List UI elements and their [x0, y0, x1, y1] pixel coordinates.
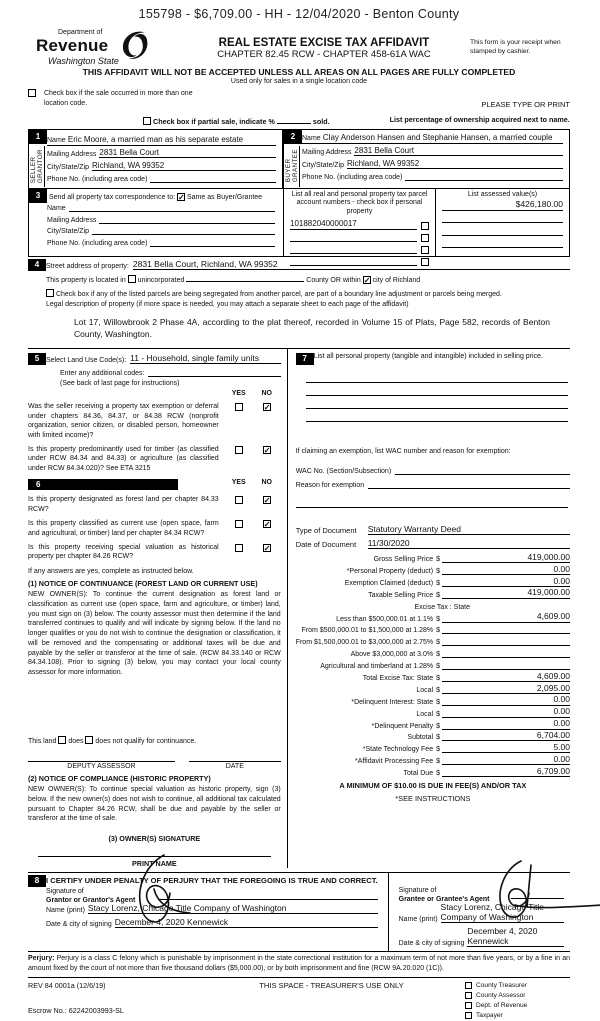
grantor-date-row: Date & city of signing December 4, 2020 Kennewick [46, 917, 378, 928]
seller-city-value: Richland, WA 99352 [92, 161, 276, 171]
escrow-row: Escrow No.: 62242003993-SL [28, 1006, 124, 1016]
buyer-phone-row: Phone No. (including area code) [302, 172, 563, 181]
section-3 [28, 189, 570, 257]
questions-and-tax-area [28, 348, 570, 868]
distribution-item: Taxpayer [465, 1011, 570, 1021]
distribution-list [465, 981, 570, 1021]
document-date-row: Date of Document 11/30/2020 [296, 538, 570, 549]
perjury-text: Perjury is a class C felony which is punishable by imprisonment in the state correctional institution for a maximum term of not more than five years, or by a fine in an amount fixed by the court of not more than five thousand dollars ($5,000.00), or by both imprisonment and fine (RCW 9A.20.020 (1C)). [28, 955, 570, 973]
same-as-buyer-label: Same as Buyer/Grantee [186, 193, 263, 201]
dor-logo-revenue: Revenue [36, 36, 109, 55]
grantee-signature-block [389, 873, 570, 951]
section-2-badge: 2 [284, 130, 302, 144]
right-column [287, 349, 570, 868]
parcel-header: List all real and personal property tax parcel account numbers - check box if personal property [291, 190, 428, 216]
money-row-exemption: Exemption Claimed (deduct) $ 0.00 [344, 575, 570, 587]
buyer-box [283, 129, 570, 189]
money-row-tier1: Less than $500,000.01 at 1.1% $ 4,609.00 [336, 611, 570, 623]
no-checkbox[interactable]: ✓ [263, 403, 271, 413]
treasurer-space-label: THIS SPACE - TREASURER'S USE ONLY [259, 981, 404, 991]
question-historical: Is this property receiving special valuation as historical property per chapter 84.26 RCW? ✓ [28, 544, 271, 561]
notice-continuance-title: (1) NOTICE OF CONTINUANCE (FOREST LAND OR CURRENT USE) [28, 578, 258, 588]
seller-name-label: Name [47, 136, 66, 144]
minimum-fee-note: A MINIMUM OF $10.00 IS DUE IN FEE(S) AND/OR TAX [339, 781, 527, 791]
personal-property-checkbox[interactable] [421, 246, 429, 254]
county-blank [186, 273, 304, 282]
distribution-item: Dept. of Revenue [465, 1001, 570, 1011]
perjury-notice [28, 951, 570, 978]
usage-note: Used only for sales in a single location code [230, 78, 368, 85]
yes-checkbox[interactable] [235, 403, 243, 411]
question-timber-agriculture: Is this property predominantly used for timber (as classified under RCW 84.34 and 84.33) or agriculture (as classified under RCW 84.34.020)? See ETA 3215 ✓ [28, 445, 271, 472]
segregated-checkbox[interactable] [46, 289, 54, 297]
exemption-reason-row: Reason for exemption [296, 479, 570, 489]
document-type-value: Statutory Warranty Deed [368, 524, 570, 535]
buyer-name-label: Name [302, 134, 321, 142]
money-row-delinq-interest-state: *Delinquent Interest: State $ 0.00 [351, 694, 570, 706]
money-row-processing-fee: *Affidavit Processing Fee $ 0.00 [355, 753, 570, 766]
seller-mailing-value: 2831 Bella Court [99, 148, 276, 158]
certify-statement: I CERTIFY UNDER PENALTY OF PERJURY THAT THE FOREGOING IS TRUE AND CORRECT. [46, 876, 378, 886]
owners-signature-label: (3) OWNER(S) SIGNATURE [108, 834, 201, 844]
multi-location-label: Check box if the sale occurred in more than one location code. [43, 90, 193, 107]
partial-sale-label: Check box if partial sale, indicate % [153, 116, 275, 126]
parcel-row [290, 233, 429, 242]
corr-mailing-value [99, 215, 275, 224]
money-row-tier4: Above $3,000,000 at 3.0% $ [296, 646, 570, 658]
county-treasurer-checkbox[interactable] [465, 982, 472, 989]
section-4 [28, 259, 570, 341]
legal-description-text: Lot 17, Willowbrook 2 Phase 4A, according to the plat thereof, recorded in Volume 15 of Plats, Page 582, records of Benton County, Washington. [74, 316, 550, 339]
yes-checkbox[interactable] [235, 520, 243, 528]
partial-sale-blank [277, 115, 311, 124]
send-correspondence-row: Send all property tax correspondence to: ✓ Same as Buyer/Grantee [49, 192, 263, 202]
wac-number-value [395, 465, 570, 475]
money-row-tech-fee: *State Technology Fee $ 5.00 [362, 742, 570, 754]
distribution-item: County Treasurer [465, 981, 570, 991]
personal-property-line [306, 396, 568, 409]
seller-name-value: Eric Moore, a married man as his separate estate [67, 134, 244, 144]
location-code-row [28, 89, 570, 109]
buyer-city-value: Richland, WA 99352 [347, 159, 563, 169]
grantor-name-row: Name (print) Stacy Lorenz, Chicago Title Company of Washington [46, 903, 378, 914]
exemption-label: If claiming an exemption, list WAC number and reason for exemption: [295, 448, 511, 456]
question-current-use: Is this property classified as current use (open space, farm and agricultural, or timber) land per chapter 84.34 RCW? ✓ [28, 520, 271, 537]
multi-location-group [28, 89, 214, 109]
seller-box [28, 129, 283, 189]
assessed-value [442, 226, 563, 236]
same-as-buyer-checkbox[interactable]: ✓ [178, 192, 185, 202]
grantor-sig-label: Signature of Grantor or Grantor's Agent [46, 888, 136, 905]
assessor-signature-row [28, 761, 281, 770]
grantee-name-value: Stacy Lorenz, Chicago Title Company of Washington [441, 902, 564, 923]
money-row-subtotal: Subtotal $ 6,704.00 [407, 730, 570, 742]
section-5-header: 5 Select Land Use Code(s): 11 - Household, single family units [28, 353, 281, 364]
partial-sale-group [143, 115, 330, 126]
form-title-block [178, 29, 470, 66]
assessed-value [442, 213, 563, 223]
notice-continuance-body: NEW OWNER(S): To continue the current designation as forest land or classification as current use (open space, farm and agriculture, or timber) land, you must sign on (3) below. The county assessor must then determine if the land transferred continues to qualify and will indicate by signing below. If the land no longer qualifies or you do not wish to continue the designation or classification, it will be removed and the compensating or additional taxes will be due and payable by the seller or transferor at the time of sale. (RCW 84.33.140 or RCW 84.34.108). Prior to signing (3) below, you may contact your local county assessor for more information. [28, 590, 281, 677]
dor-logo [28, 29, 178, 66]
personal-property-checkbox[interactable] [421, 234, 429, 242]
city-of-value: city of Richland [372, 276, 421, 284]
money-row-delinq-penalty: *Delinquent Penalty $ 0.00 [371, 718, 570, 730]
dor-swirl-icon [116, 27, 154, 63]
section-4-badge: 4 [28, 259, 46, 271]
notice-compliance-title: (2) NOTICE OF COMPLIANCE (HISTORIC PROPERTY) [28, 774, 211, 784]
parcel-row [290, 245, 429, 254]
unincorporated-checkbox[interactable] [128, 275, 136, 283]
left-column [28, 349, 287, 868]
exemption-reason-line [296, 495, 568, 508]
yes-checkbox[interactable] [235, 446, 243, 454]
section-7-header: 7 List all personal property (tangible and intangible) included in selling price. [296, 353, 570, 360]
money-row-local: Local $ 2,095.00 [416, 682, 570, 694]
stamp-receipt-line: 155798 - $6,709.00 - HH - 12/04/2020 - Benton County [138, 7, 460, 21]
personal-property-line [306, 409, 568, 422]
money-row-gross: Gross Selling Price $ 419,000.00 [373, 551, 570, 564]
print-name-label: PRINT NAME [131, 859, 177, 869]
section-1-badge: 1 [29, 130, 47, 144]
seller-name-row [47, 135, 276, 146]
dor-logo-state: Washington State [48, 56, 119, 66]
section-5-badge: 5 [28, 353, 46, 365]
deputy-assessor-line: DEPUTY ASSESSOR [28, 761, 175, 770]
money-row-total-due: Total Due $ 6,709.00 [403, 765, 570, 778]
dor-logo-dept: Department of [58, 29, 103, 36]
personal-property-line [306, 383, 568, 396]
taxpayer-checkbox[interactable] [465, 1012, 472, 1019]
grantee-sig-label: Signature of Grantee or Grantee's Agent [398, 887, 490, 904]
perjury-bold: Perjury: [28, 955, 55, 963]
money-row-agricultural: Agricultural and timberland at 1.28% $ [296, 658, 570, 670]
land-qualify-row: This land does does not qualify for continuance. [28, 738, 197, 746]
no-checkbox[interactable]: ✓ [263, 445, 271, 455]
distribution-item: County Assessor [465, 991, 570, 1001]
money-row-tier2: From $500,000.01 to $1,500,000 at 1.28% $ [296, 623, 570, 635]
money-row-tier3: From $1,500,000.01 to $3,000,000 at 2.75% $ [296, 634, 570, 646]
assessed-value [442, 238, 563, 248]
parties-section [28, 129, 570, 189]
grantee-date-row: Date & city of signing December 4, 2020 Kennewick [399, 926, 564, 947]
print-name-line [38, 843, 271, 857]
buyer-mailing-value: 2831 Bella Court [354, 146, 563, 156]
rev-number: REV 84 0001a (12/6/19) [28, 981, 106, 991]
seller-city-row: City/State/Zip Richland, WA 99352 [47, 161, 276, 171]
land-use-code-value: 11 - Household, single family units [130, 353, 281, 364]
money-row-total-state: Total Excise Tax: State $ 4,609.00 [362, 670, 570, 683]
personal-property-line [306, 370, 568, 383]
does-qualify-checkbox[interactable] [58, 736, 66, 744]
segregated-row [46, 289, 570, 298]
additional-codes-row: Enter any additional codes: [60, 368, 281, 377]
excise-tax-heading: Excise Tax : State [414, 603, 470, 611]
section-7-badge: 7 [296, 353, 314, 365]
buyer-mailing-row: Mailing Address 2831 Bella Court [302, 146, 563, 156]
section-3-badge: 3 [29, 189, 47, 203]
does-not-qualify-checkbox[interactable] [85, 736, 93, 744]
if-yes-note: If any answers are yes, complete as instructed below. [28, 567, 194, 575]
county-assessor-checkbox[interactable] [465, 992, 472, 999]
street-address-value: 2831 Bella Court, Richland, WA 99352 [133, 259, 570, 270]
seller-phone-value [150, 174, 276, 183]
city-checkbox[interactable]: ✓ [363, 275, 371, 285]
section-6-header: 6 YES NO [28, 479, 281, 490]
grantor-signature-block [28, 873, 389, 951]
multi-location-checkbox[interactable] [28, 89, 36, 97]
question-forest-land: Is this property designated as forest land per chapter 84.33 RCW? ✓ [28, 496, 271, 513]
no-checkbox[interactable]: ✓ [263, 496, 271, 506]
document-type-row: Type of Document Statutory Warranty Deed [296, 524, 570, 535]
see-instructions-note: *SEE INSTRUCTIONS [395, 794, 471, 804]
footer-row [28, 981, 570, 1021]
grantor-name-value: Stacy Lorenz, Chicago Title Company of Washington [88, 903, 378, 914]
form-title: REAL ESTATE EXCISE TAX AFFIDAVIT [218, 37, 430, 49]
section-8-badge: 8 [28, 875, 46, 887]
escrow-number: 62242003993-SL [68, 1006, 124, 1016]
buyer-city-row: City/State/Zip Richland, WA 99352 [302, 159, 563, 169]
legal-description-label: Legal description of property (if more space is needed, you may attach a separate sheet to each page of the affidavit) [46, 300, 409, 308]
yes-no-header: YES NO [231, 390, 272, 398]
money-row-personal: *Personal Property (deduct) $ 0.00 [346, 563, 570, 575]
tax-correspondence-box: 3 Send all property tax correspondence to: ✓ Same as Buyer/Grantee Name Mailing Address City/State/Zip Phone No. (including area code) [29, 189, 284, 256]
wac-number-row: WAC No. (Section/Subsection) [296, 465, 570, 475]
no-checkbox[interactable]: ✓ [263, 544, 271, 554]
money-row-taxable: Taxable Selling Price $ 419,000.00 [368, 587, 570, 599]
located-in-row: This property is located in unincorporated County OR within ✓ city of Richland [46, 273, 570, 284]
money-row-delinq-interest-local: Local $ 0.00 [416, 706, 570, 718]
document-date-value: 11/30/2020 [368, 538, 570, 549]
partial-sale-row [28, 115, 570, 126]
grantor-signature-line [158, 899, 378, 900]
acceptance-warning: THIS AFFIDAVIT WILL NOT BE ACCEPTED UNLESS ALL AREAS ON ALL PAGES ARE FULLY COMPLETED [82, 67, 516, 77]
grantee-date-value: December 4, 2020 Kennewick [467, 926, 564, 947]
date-line: DATE [189, 761, 281, 770]
notice-compliance-body: NEW OWNER(S): To continue special valuation as historic property, sign (3) below. If the new owner(s) does not wish to continue, all additional tax calculated pursuant to Chapter 84.26 RCW, shall be due and payable by the seller or transferor at the time of sale. [28, 786, 281, 823]
grantor-date-value: December 4, 2020 Kennewick [115, 917, 378, 928]
question-exemption-deferral: Was the seller receiving a property tax exemption or deferral under chapters 84.36, 84.37, or 84.38 RCW (nonprofit organization, senior citizen, or disabled person, homeowner with limited income)? ✓ [28, 403, 271, 439]
footer-left [28, 981, 198, 1021]
excise-tax-table [296, 551, 570, 777]
buyer-side-label: BUYER GRANTEE [285, 146, 300, 187]
seller-side-label: SELLER GRANTOR [30, 146, 45, 187]
personal-property-checkbox[interactable] [421, 222, 429, 230]
no-checkbox[interactable]: ✓ [263, 520, 271, 530]
corr-name-value [69, 203, 275, 212]
receipt-note: This form is your receipt when stamped by cashier. [470, 39, 561, 55]
form-header [28, 29, 570, 66]
seller-phone-row: Phone No. (including area code) [47, 174, 276, 183]
grantee-signature-line [511, 898, 564, 899]
buyer-phone-value [405, 172, 563, 181]
exemption-reason-value [368, 479, 570, 489]
form-subtitle: CHAPTER 82.45 RCW - CHAPTER 458-61A WAC [217, 49, 431, 60]
dept-revenue-checkbox[interactable] [465, 1002, 472, 1009]
parcel-numbers-box [284, 189, 436, 256]
grantee-name-row: Name (print) Stacy Lorenz, Chicago Title Company of Washington [399, 902, 564, 923]
segregated-label: Check box if any of the listed parcels are being segregated from another parcel, are part of a boundary line adjustment or parcels being merged. [55, 290, 502, 298]
section-8 [28, 872, 570, 951]
buyer-name-value: Clay Anderson Hansen and Stephanie Hansen, a married couple [322, 132, 553, 142]
type-or-print-label: PLEASE TYPE OR PRINT [481, 99, 570, 109]
partial-sale-checkbox[interactable] [143, 117, 151, 125]
parcel-row: 101882040000017 [290, 220, 429, 230]
section-6-badge: 6 [28, 479, 178, 490]
yes-checkbox[interactable] [235, 496, 243, 504]
seller-mailing-row: Mailing Address 2831 Bella Court [47, 148, 276, 158]
assessed-values-box [436, 189, 569, 256]
corr-city-value [92, 226, 275, 235]
corr-phone-value [150, 238, 275, 247]
partial-sale-suffix: sold. [312, 116, 330, 126]
street-address-row: Street address of property: 2831 Bella Court, Richland, WA 99352 [46, 259, 570, 270]
assessed-header: List assessed value(s) [467, 190, 538, 198]
yes-checkbox[interactable] [235, 544, 243, 552]
instructions-note: (See back of last page for instructions) [60, 380, 180, 388]
ownership-note: List percentage of ownership acquired next to name. [389, 114, 570, 124]
assessed-value: $426,180.00 [442, 200, 563, 211]
buyer-name-row [302, 133, 563, 144]
additional-codes-value [148, 368, 280, 377]
